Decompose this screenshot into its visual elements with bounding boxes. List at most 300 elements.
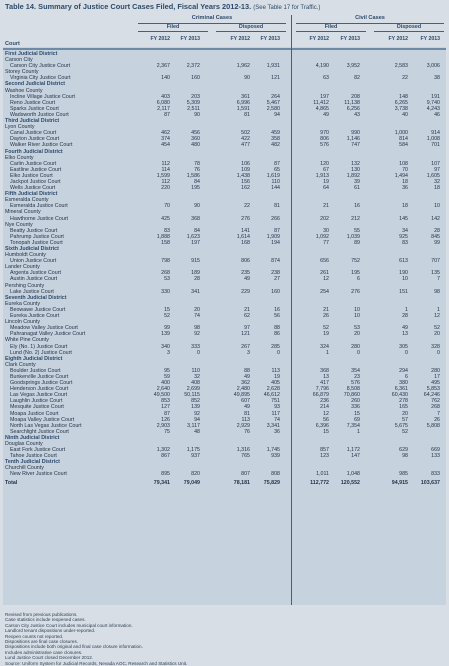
civil-cases-header: Civil Cases	[355, 15, 385, 21]
table-cell: 79,049	[183, 479, 200, 486]
table-cell: 368	[320, 367, 329, 374]
row-label: Eighth Judicial District	[5, 355, 63, 362]
fy-header: FY 2013	[260, 36, 280, 42]
table-cell: 197	[320, 93, 329, 100]
table-cell: 64	[323, 185, 329, 192]
table-cell: 120,552	[340, 479, 360, 486]
table-cell: 454	[161, 142, 170, 149]
table-cell: 656	[320, 258, 329, 265]
fy-header: FY 2012	[388, 36, 408, 42]
table-cell: 0	[357, 349, 360, 356]
table-cell: 20	[402, 410, 408, 417]
table-cell: 110	[271, 178, 280, 185]
row-label: Bunkerville Justice Court	[10, 373, 69, 380]
table-cell: 990	[351, 130, 360, 137]
table-cell: 94	[274, 111, 280, 118]
table-cell: 261	[320, 270, 329, 277]
table-cell: 145	[399, 215, 408, 222]
table-cell: 117	[271, 410, 280, 417]
table-cell: 26	[323, 313, 329, 320]
table-cell: 11,412	[313, 99, 329, 106]
table-cell: 202	[320, 215, 329, 222]
table-cell: 53	[354, 325, 360, 332]
table-cell: 6	[357, 276, 360, 283]
table-cell: 495	[431, 380, 440, 387]
table-cell: 94,915	[391, 479, 408, 486]
table-cell: 3,341	[266, 422, 280, 429]
table-cell: 22	[402, 75, 408, 82]
row-label: Mineral County	[5, 209, 41, 216]
table-cell: 132	[351, 160, 360, 167]
table-cell: 70	[164, 203, 170, 210]
table-cell: 10	[354, 313, 360, 320]
table-cell: 340	[161, 343, 170, 350]
table-cell: 21	[323, 203, 329, 210]
table-cell: 3	[247, 349, 250, 356]
table-cell: 32	[434, 178, 440, 185]
table-cell: 6,265	[394, 99, 408, 106]
row-label: Pershing County	[5, 282, 45, 289]
table-cell: 915	[191, 258, 200, 265]
row-label: Canal Justice Court	[10, 130, 57, 137]
table-cell: 67	[323, 166, 329, 173]
table-cell: 87	[164, 410, 170, 417]
table-cell: 1	[405, 306, 408, 313]
table-cell: 336	[351, 404, 360, 411]
row-label: Beatty Justice Court	[10, 227, 58, 234]
row-label: New River Justice Court	[10, 471, 67, 478]
table-cell: 21	[323, 306, 329, 313]
table-cell: 4,190	[315, 63, 329, 70]
table-cell: 3,006	[426, 63, 440, 70]
table-cell: 49	[323, 111, 329, 118]
row-label: Jackpot Justice Court	[10, 178, 61, 185]
table-cell: 0	[405, 349, 408, 356]
table-cell: 422	[241, 136, 250, 143]
table-cell: 214	[320, 404, 329, 411]
table-cell: 26	[434, 416, 440, 423]
table-cell: 276	[241, 215, 250, 222]
table-cell: 139	[161, 331, 170, 338]
criminal-disposed-header: Disposed	[238, 24, 264, 30]
table-cell: 6,396	[315, 422, 329, 429]
row-label: Douglas County	[5, 441, 43, 447]
table-cell: 374	[161, 136, 170, 143]
table-cell: 70,860	[343, 392, 360, 399]
table-cell: 853	[161, 398, 170, 405]
table-cell: 5,467	[266, 99, 280, 106]
table-cell: 2,628	[266, 386, 280, 393]
table-cell: 2,640	[156, 386, 170, 393]
table-cell: 49	[244, 404, 250, 411]
table-cell: 235	[241, 270, 250, 277]
table-cell: 751	[271, 398, 280, 405]
table-cell: 8,508	[346, 386, 360, 393]
table-cell: 2,929	[236, 422, 250, 429]
table-cell: 52	[164, 313, 170, 320]
table-cell: 36	[402, 185, 408, 192]
table-cell: 1,000	[394, 130, 408, 137]
table-cell: 5,853	[426, 386, 440, 393]
table-cell: 82	[354, 75, 360, 82]
row-label: First Judicial District	[5, 51, 58, 57]
table-cell: 28	[434, 227, 440, 234]
footnote: Includes administrative case closures.	[5, 649, 83, 655]
table-cell: 220	[161, 185, 170, 192]
table-cell: 76	[194, 166, 200, 173]
row-label: Eureka County	[5, 300, 41, 307]
table-cell: 98	[194, 325, 200, 332]
footnote: Reopen counts not reported.	[5, 633, 64, 639]
table-cell: 30	[323, 227, 329, 234]
table-cell: 151	[399, 288, 408, 295]
table-cell: 2,117	[157, 105, 170, 112]
row-label: Tahoe Justice Court	[10, 453, 57, 460]
row-label: White Pine County	[5, 337, 49, 344]
table-cell: 707	[431, 258, 440, 265]
table-cell: 130	[351, 166, 360, 173]
table-cell: 76	[244, 428, 250, 435]
table-cell: 7,796	[315, 386, 329, 393]
table-cell: 806	[241, 258, 250, 265]
table-cell: 229	[241, 288, 250, 295]
civil-filed-header: Filed	[324, 24, 338, 30]
row-label: Austin Justice Court	[10, 276, 58, 283]
table-cell: 1,619	[266, 172, 280, 179]
table-cell: 874	[271, 258, 280, 265]
table-cell: 808	[271, 471, 280, 478]
table-cell: 48	[194, 428, 200, 435]
table-cell: 148	[399, 93, 408, 100]
table-cell: 49	[244, 276, 250, 283]
table-cell: 305	[399, 343, 408, 350]
table-cell: 74	[194, 313, 200, 320]
table-cell: 576	[351, 380, 360, 387]
table-cell: 2,699	[186, 386, 200, 393]
table-cell: 266	[271, 215, 280, 222]
civil-disposed-header: Disposed	[396, 24, 422, 30]
table-cell: 747	[351, 142, 360, 149]
row-label: Sixth Judicial District	[5, 246, 59, 252]
table-cell: 417	[320, 380, 329, 387]
table-cell: 1,586	[186, 172, 200, 179]
table-cell: 79,341	[153, 479, 170, 486]
table-cell: 477	[241, 142, 250, 149]
fy-header: FY 2012	[309, 36, 329, 42]
table-cell: 607	[241, 398, 250, 405]
table-cell: 56	[323, 416, 329, 423]
table-cell: 1	[437, 306, 440, 313]
table-cell: 2,367	[156, 63, 170, 70]
table-cell: 34	[402, 227, 408, 234]
table-cell: 21	[244, 306, 250, 313]
row-label: Clark County	[5, 361, 36, 368]
table-cell: 19	[323, 178, 329, 185]
table-cell: 1	[326, 349, 329, 356]
row-label: Pahrump Justice Court	[10, 233, 64, 240]
table-cell: 807	[241, 471, 250, 478]
table-cell: 268	[161, 270, 170, 277]
fy-header: FY 2012	[230, 36, 250, 42]
table-cell: 89	[354, 239, 360, 246]
table-cell: 12	[323, 276, 329, 283]
table-cell: 268	[431, 404, 440, 411]
table-cell: 925	[399, 233, 408, 240]
table-cell: 1,909	[266, 233, 280, 240]
row-label: Reno Justice Court	[10, 99, 56, 106]
row-label: East Fork Justice Court	[10, 447, 66, 454]
table-cell: 285	[271, 343, 280, 350]
table-cell: 52	[434, 325, 440, 332]
table-cell: 112	[161, 178, 170, 185]
table-cell: 1,146	[346, 136, 360, 143]
table-cell: 127	[161, 404, 170, 411]
table-cell: 408	[191, 380, 200, 387]
row-label: Moapa Justice Court	[10, 410, 59, 417]
table-cell: 191	[431, 93, 440, 100]
table-cell: 13	[323, 373, 329, 380]
table-cell: 133	[431, 453, 440, 460]
table-cell: 12	[434, 313, 440, 320]
table-cell: 762	[431, 398, 440, 405]
row-label: Argenta Justice Court	[10, 270, 61, 277]
table-cell: 1,623	[186, 233, 200, 240]
table-cell: 98	[434, 288, 440, 295]
table-cell: 77	[323, 239, 329, 246]
rule-vd	[374, 31, 444, 32]
row-label: Ely (No. 1) Justice Court	[10, 343, 68, 350]
footnote: Dispositions include both original and final case closure information.	[5, 644, 143, 650]
table-cell: 361	[241, 93, 250, 100]
table-cell: 28	[402, 313, 408, 320]
table-cell: 701	[431, 142, 440, 149]
table-cell: 1,175	[186, 447, 200, 454]
table-cell: 852	[191, 398, 200, 405]
table-cell: 456	[191, 130, 200, 137]
table-cell: 140	[161, 75, 170, 82]
row-label: Moapa Valley Justice Court	[10, 416, 75, 423]
footnote: Source: Uniform System for Judicial Records, Nevada AOC, Research and Statistics Unit.	[5, 660, 188, 666]
footnotes	[5, 612, 445, 666]
table-cell: 613	[399, 258, 408, 265]
table-cell: 83	[164, 227, 170, 234]
table-cell: 107	[431, 160, 440, 167]
table-cell: 190	[399, 270, 408, 277]
row-label: Esmeralda County	[5, 197, 49, 204]
table-cell: 208	[351, 93, 360, 100]
table-cell: 53	[164, 276, 170, 283]
table-cell: 84	[194, 178, 200, 185]
table-cell: 95	[164, 367, 170, 374]
table-cell: 360	[191, 136, 200, 143]
table-cell: 50,115	[184, 392, 200, 399]
table-cell: 23	[354, 373, 360, 380]
table-cell: 267	[241, 343, 250, 350]
row-label: Wells Justice Court	[10, 185, 56, 192]
table-cell: 985	[399, 471, 408, 478]
table-cell: 43	[354, 111, 360, 118]
table-cell: 49	[244, 373, 250, 380]
table-cell: 81	[244, 111, 250, 118]
table-cell: 112,772	[310, 479, 329, 486]
table-cell: 629	[399, 447, 408, 454]
footnote: Dispositions are final case closures.	[5, 639, 79, 645]
table-row	[3, 471, 446, 477]
table-cell: 36	[274, 428, 280, 435]
table-body	[3, 51, 446, 486]
table-cell: 46	[434, 111, 440, 118]
table-cell: 120	[320, 160, 329, 167]
table-cell: 20	[354, 331, 360, 338]
table-cell: 81	[274, 203, 280, 210]
table-cell: 833	[431, 471, 440, 478]
table-cell: 39	[354, 178, 360, 185]
table-cell: 3,117	[187, 422, 200, 429]
table-cell: 74	[274, 416, 280, 423]
row-label: Mesquite Justice Court	[10, 404, 64, 411]
table-cell: 368	[191, 215, 200, 222]
table-cell: 1,092	[315, 233, 329, 240]
table-cell: 144	[271, 185, 280, 192]
row-label: Churchill County	[5, 465, 44, 472]
table-cell: 64,246	[423, 392, 440, 399]
row-label: Hawthorne Justice Court	[10, 215, 68, 222]
table-cell: 278	[399, 398, 408, 405]
table-cell: 7	[437, 410, 440, 417]
table-cell: 160	[191, 75, 200, 82]
table-cell: 2,372	[186, 63, 200, 70]
row-label: Carson City	[5, 57, 33, 64]
title-text: Table 14. Summary of Justice Court Cases Filed, Fiscal Years 2012-13.	[5, 2, 252, 11]
table-cell: 1,494	[394, 172, 408, 179]
table-cell: 135	[431, 270, 440, 277]
table-cell: 2,903	[156, 422, 170, 429]
table-cell: 10	[434, 203, 440, 210]
table-cell: 15	[323, 428, 329, 435]
table-cell: 109	[241, 166, 250, 173]
table-cell: 142	[431, 215, 440, 222]
table-cell: 1,913	[315, 172, 329, 179]
table-cell: 341	[191, 288, 200, 295]
row-label: Pahranagat Valley Justice Court	[10, 331, 86, 338]
table-cell: 27	[274, 276, 280, 283]
table-cell: 6,361	[394, 386, 408, 393]
table-cell: 260	[351, 398, 360, 405]
table-cell: 90	[194, 111, 200, 118]
table-cell: 121	[271, 75, 280, 82]
table-cell: 405	[271, 380, 280, 387]
table-cell: 59	[164, 373, 170, 380]
table-cell: 19	[323, 331, 329, 338]
rule-cf	[138, 31, 208, 32]
row-label: Lincoln County	[5, 319, 41, 326]
table-cell: 49,895	[233, 392, 250, 399]
row-label: Goodsprings Justice Court	[10, 380, 73, 387]
row-label: Walker River Justice Court	[10, 142, 73, 149]
table-cell: 97	[244, 325, 250, 332]
table-cell: 1,962	[236, 63, 250, 70]
table-cell: 189	[191, 270, 200, 277]
row-label: Laughlin Justice Court	[10, 398, 63, 405]
row-label: Henderson Justice Court	[10, 386, 69, 393]
table-cell: 425	[161, 215, 170, 222]
row-label: Carlin Justice Court	[10, 160, 57, 167]
table-cell: 93	[274, 404, 280, 411]
table-cell: 112	[161, 160, 170, 167]
table-cell: 18	[434, 185, 440, 192]
table-cell: 139	[191, 404, 200, 411]
table-cell: 15	[354, 410, 360, 417]
table-cell: 502	[241, 130, 250, 137]
table-cell: 2,580	[266, 105, 280, 112]
row-label: Washoe County	[5, 87, 43, 94]
table-cell: 1,892	[346, 172, 360, 179]
table-cell: 4,243	[426, 105, 440, 112]
row-label: Searchlight Justice Court	[10, 428, 69, 435]
table-cell: 820	[191, 471, 200, 478]
table-cell: 156	[241, 178, 250, 185]
table-cell: 0	[437, 349, 440, 356]
table-cell: 90	[244, 75, 250, 82]
row-label: Lyon County	[5, 124, 35, 131]
footnote: Case statistics include reopened cases.	[5, 617, 86, 623]
table-cell: 195	[191, 185, 200, 192]
table-cell: 2,511	[187, 105, 200, 112]
table-cell: 1,605	[426, 172, 440, 179]
table-cell: 328	[431, 343, 440, 350]
table-cell: 254	[320, 288, 329, 295]
table-cell: 49,500	[153, 392, 170, 399]
table-cell: 264	[271, 93, 280, 100]
table-cell: 6	[405, 373, 408, 380]
criminal-cases-header: Criminal Cases	[191, 15, 233, 21]
table-cell: 20	[434, 331, 440, 338]
table-cell: 92	[194, 331, 200, 338]
table-cell: 362	[241, 380, 250, 387]
table-cell: 576	[320, 142, 329, 149]
row-label: Second Judicial District	[5, 81, 66, 88]
table-cell: 294	[399, 367, 408, 374]
row-label: Dayton Justice Court	[10, 136, 60, 143]
table-cell: 78	[194, 160, 200, 167]
table-cell: 18	[402, 203, 408, 210]
table-cell: 81	[244, 410, 250, 417]
table-cell: 195	[351, 270, 360, 277]
row-label: Elko Justice Court	[10, 172, 53, 179]
table-cell: 276	[351, 288, 360, 295]
row-label: Third Judicial District	[5, 118, 60, 125]
table-cell: 87	[274, 227, 280, 234]
table-cell: 113	[241, 416, 250, 423]
table-cell: 87	[274, 160, 280, 167]
table-cell: 403	[161, 93, 170, 100]
row-label: Tenth Judicial District	[5, 459, 60, 466]
footnote: Lund Justice Court closed December 2012.	[5, 655, 94, 661]
table-cell: 99	[434, 239, 440, 246]
table-cell: 108	[399, 160, 408, 167]
row-label: Fourth Judicial District	[5, 148, 63, 155]
row-label: Storey County	[5, 69, 39, 76]
table-cell: 5,808	[426, 422, 440, 429]
row-label: Total	[5, 479, 18, 486]
table-cell: 10	[402, 276, 408, 283]
row-label: Sparks Justice Court	[10, 105, 59, 112]
table-cell: 62	[244, 313, 250, 320]
table-cell: 330	[161, 288, 170, 295]
table-cell: 1,931	[266, 63, 280, 70]
table-cell: 162	[241, 185, 250, 192]
table-cell: 867	[161, 453, 170, 460]
